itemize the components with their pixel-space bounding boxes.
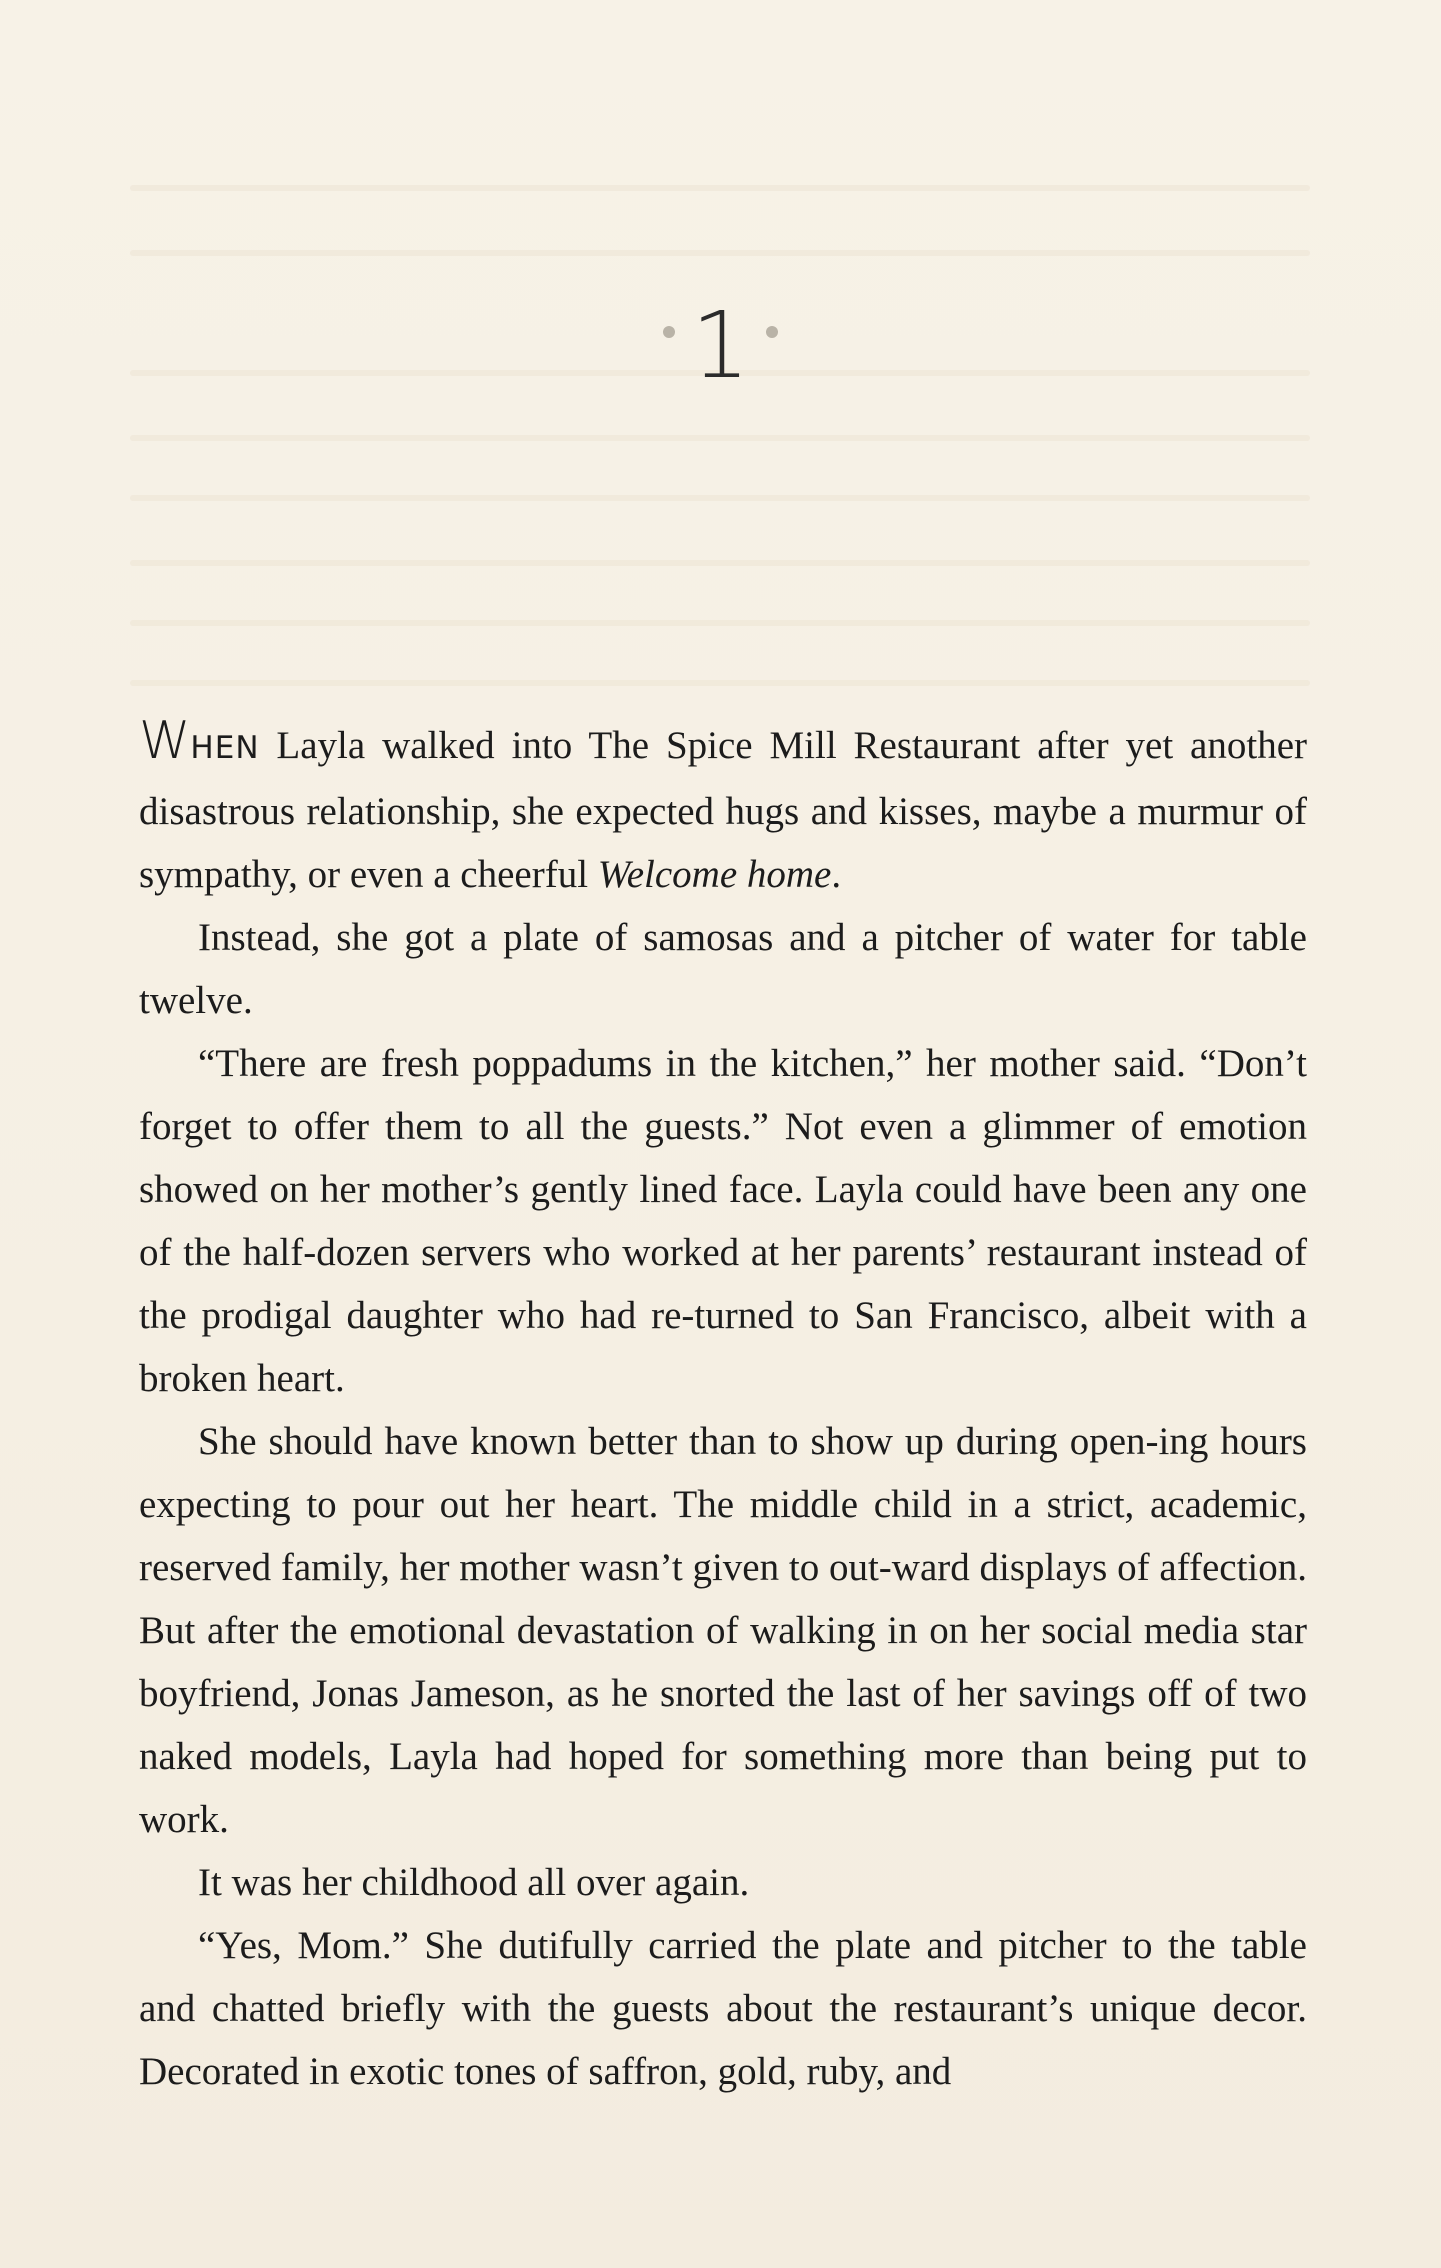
paragraph-5: It was her childhood all over again. — [198, 1861, 750, 1904]
show-through-line — [130, 620, 1310, 626]
italic-phrase: Welcome home — [597, 853, 832, 896]
paragraph-4: She should have known better than to show up during open-ing hours expecting to pour out her heart. The middle child in a strict, academic, reserved family, her mother wasn’t given to out-ward displays of affection. But after the emotional devastation of walking in on her social media star boyfriend, Jonas Jameson, as he snorted the last of her savings off of two naked models, Layla had hoped for something more than being put to work. — [139, 1420, 1307, 1841]
show-through-line — [130, 495, 1310, 501]
paragraph-2: Instead, she got a plate of samosas and a pitcher of water for table twelve. — [139, 916, 1307, 1022]
show-through-line — [130, 250, 1310, 256]
paragraph-3: “There are fresh poppadums in the kitchen,” her mother said. “Don’t forget to offer them to all the guests.” Not even a glimmer of emotion showed on her mother’s gently lined face. Layla could have been any one of the half-dozen servers who worked at her parents’ restaurant instead of the prodigal daughter who had re-turned to San Francisco, albeit with a broken heart. — [139, 1042, 1307, 1400]
show-through-line — [130, 435, 1310, 441]
small-caps-lead: HEN — [190, 730, 260, 766]
paragraph-1-text: Layla walked into The Spice Mill Restaurant after yet another disastrous relationship, she expected hugs and kisses, maybe a murmur of sympathy, or even a cheerful — [139, 724, 1307, 896]
show-through-line — [130, 560, 1310, 566]
ornament-dot — [766, 326, 778, 338]
drop-cap: W — [139, 711, 191, 771]
paragraph-1 — [139, 710, 1307, 906]
paragraph-6: “Yes, Mom.” She dutifully carried the plate and pitcher to the table and chatted briefly with the guests about the restaurant’s unique decor. Decorated in exotic tones of saffron, gold, ruby, and — [139, 1924, 1307, 2093]
body-text — [139, 710, 1307, 2103]
chapter-heading — [0, 292, 1441, 399]
ornament-dot — [663, 326, 675, 338]
chapter-number: 1 — [691, 292, 750, 399]
show-through-line — [130, 185, 1310, 191]
show-through-line — [130, 680, 1310, 686]
paragraph-1-end: . — [831, 853, 842, 896]
